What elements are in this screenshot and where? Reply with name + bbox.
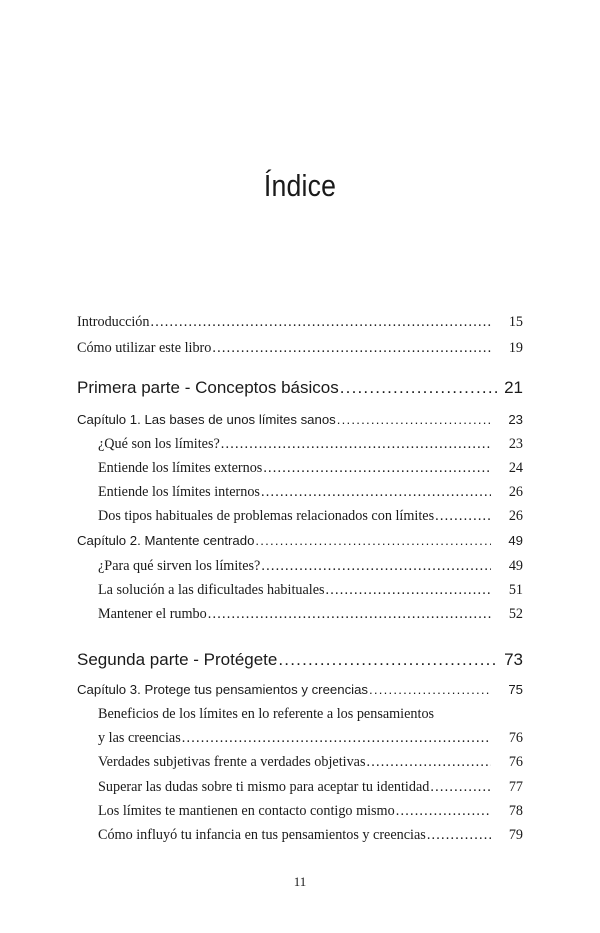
toc-page-number: 24 — [508, 460, 523, 476]
dot-leader — [326, 582, 491, 599]
dot-leader — [208, 606, 491, 623]
toc-page-number: 52 — [508, 606, 523, 622]
toc-page-number: 19 — [508, 340, 523, 356]
dot-leader — [151, 314, 492, 331]
toc-chapter-label: Capítulo 2. Mantente centrado — [77, 533, 255, 548]
toc-page-number: 76 — [508, 730, 523, 746]
toc-section[interactable] — [98, 803, 523, 820]
dot-leader — [182, 730, 491, 747]
toc-part-2[interactable] — [77, 650, 523, 670]
toc-section-label: Entiende los límites externos — [98, 460, 263, 476]
toc-section-label: ¿Qué son los límites? — [98, 436, 220, 452]
toc-section[interactable] — [98, 508, 523, 525]
toc-entry-label: Cómo utilizar este libro — [77, 340, 212, 356]
dot-leader — [340, 378, 499, 398]
dot-leader — [435, 508, 491, 525]
dot-leader — [261, 484, 491, 501]
toc-section[interactable] — [98, 460, 523, 477]
dot-leader — [430, 779, 491, 796]
toc-entry-introduccion[interactable] — [77, 314, 523, 331]
toc-page-number: 73 — [504, 650, 523, 669]
toc-section-label: y las creencias — [98, 730, 181, 746]
dot-leader — [278, 650, 499, 670]
dot-leader — [263, 460, 491, 477]
toc-page-number: 75 — [508, 682, 523, 697]
toc-section-label: Mantener el rumbo — [98, 606, 207, 622]
toc-section-label: ¿Para qué sirven los límites? — [98, 558, 261, 574]
toc-page-number: 76 — [508, 754, 523, 770]
toc-chapter-3[interactable] — [77, 682, 523, 697]
toc-part-label: Segunda parte - Protégete — [77, 650, 278, 669]
page-number-footer: 11 — [293, 874, 307, 889]
dot-leader — [337, 412, 491, 427]
toc-section-label: Los límites te mantienen en contacto contigo mismo — [98, 803, 395, 819]
toc-page-number: 23 — [508, 436, 523, 452]
page-title: Índice — [263, 168, 337, 203]
toc-section[interactable] — [98, 779, 523, 796]
dot-leader — [212, 340, 491, 357]
toc-page-number: 78 — [508, 803, 523, 819]
toc-page-number: 51 — [508, 582, 523, 598]
toc-section[interactable] — [98, 827, 523, 844]
toc-section-label-line1: Beneficios de los límites en lo referente a los pensamientos — [98, 706, 435, 722]
dot-leader — [255, 533, 491, 548]
toc-page-number: 15 — [508, 314, 523, 330]
toc-part-label: Primera parte - Conceptos básicos — [77, 378, 339, 397]
dot-leader — [367, 754, 492, 771]
toc-section[interactable] — [98, 484, 523, 501]
toc-chapter-label: Capítulo 1. Las bases de unos límites sanos — [77, 412, 336, 427]
toc-section[interactable] — [98, 582, 523, 599]
toc-part-1[interactable] — [77, 378, 523, 398]
toc-section-label: Entiende los límites internos — [98, 484, 260, 500]
toc-chapter-2[interactable] — [77, 533, 523, 548]
dot-leader — [261, 558, 491, 575]
toc-page-number: 79 — [508, 827, 523, 843]
toc-section-label: Verdades subjetivas frente a verdades objetivas — [98, 754, 366, 770]
toc-entry-label: Introducción — [77, 314, 150, 330]
toc-entry-como-utilizar[interactable] — [77, 340, 523, 357]
toc-page-number: 26 — [508, 484, 523, 500]
toc-section-label: La solución a las dificultades habituales — [98, 582, 325, 598]
toc-page-number: 49 — [508, 558, 523, 574]
toc-page-number: 21 — [504, 378, 523, 397]
toc-page-number: 26 — [508, 508, 523, 524]
toc-section[interactable] — [98, 558, 523, 575]
toc-section[interactable] — [98, 606, 523, 623]
toc-page-number: 49 — [508, 533, 523, 548]
toc-section-label: Superar las dudas sobre ti mismo para aceptar tu identidad — [98, 779, 430, 795]
toc-page-number: 23 — [508, 412, 523, 427]
dot-leader — [396, 803, 491, 820]
toc-section-label: Dos tipos habituales de problemas relacionados con límites — [98, 508, 435, 524]
toc-section[interactable] — [98, 436, 523, 453]
toc-chapter-label: Capítulo 3. Protege tus pensamientos y creencias — [77, 682, 369, 697]
dot-leader — [369, 682, 491, 697]
toc-chapter-1[interactable] — [77, 412, 523, 427]
toc-page-number: 77 — [508, 779, 523, 795]
toc-section-label: Cómo influyó tu infancia en tus pensamientos y creencias — [98, 827, 426, 843]
toc-section[interactable] — [98, 730, 523, 747]
dot-leader — [221, 436, 491, 453]
toc-section[interactable] — [98, 754, 523, 771]
dot-leader — [427, 827, 491, 844]
